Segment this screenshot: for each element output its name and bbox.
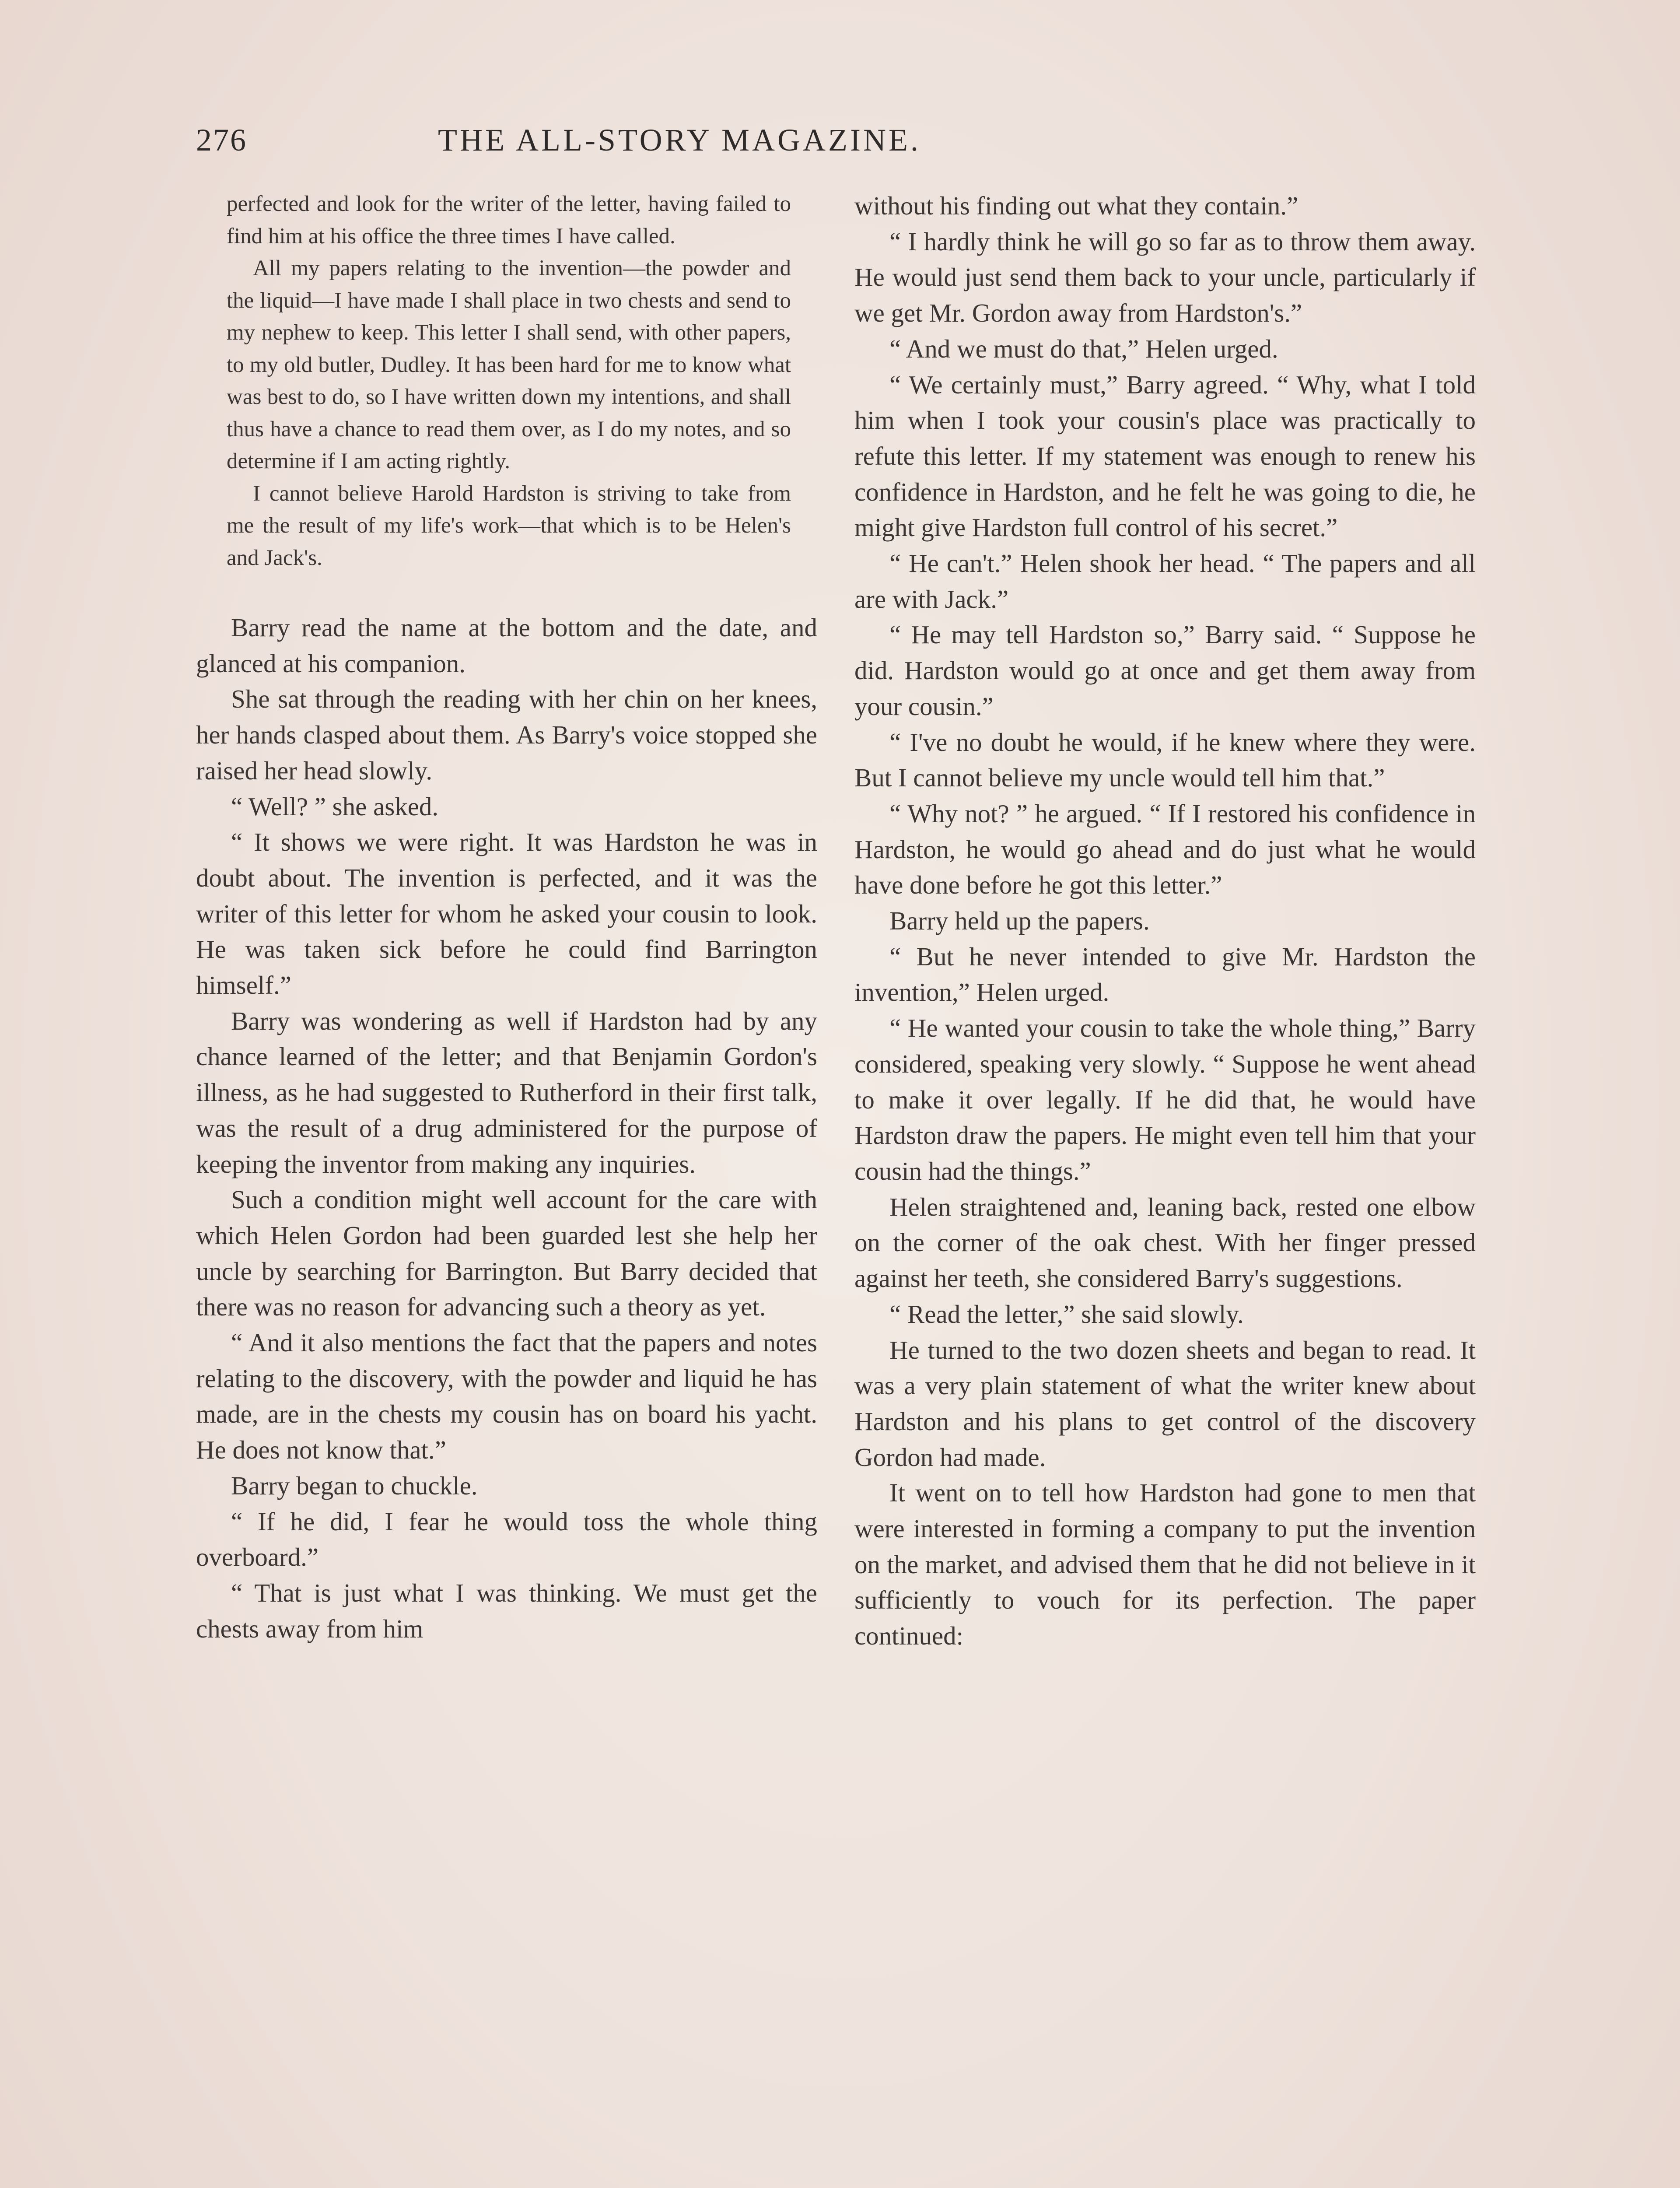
story-paragraph: “ He may tell Hardston so,” Barry said. “ Suppose he did. Hardston would go at once and get them away from your cousin.”	[854, 620, 1476, 721]
story-paragraph: Barry began to chuckle.	[231, 1471, 478, 1500]
magazine-title: THE ALL-STORY MAGAZINE.	[438, 122, 921, 158]
story-paragraph: “ He wanted your cousin to take the whole thing,” Barry considered, speaking very slowly. “ Suppose he went ahead to make it over legally. If he did that, he would have Hardston draw the papers. He might even tell him that your cousin had the things.”	[854, 1013, 1476, 1185]
letter-paragraph: I cannot believe Harold Hardston is striving to take from me the result of my life's work—that which is to be Helen's and Jack's.	[227, 481, 791, 570]
story-paragraph: It went on to tell how Hardston had gone to men that were interested in forming a company to put the invention on the market, and advised them that he did not believe in it sufficiently to vouch for its perfection. The paper continued:	[854, 1478, 1476, 1651]
story-paragraph: “ That is just what I was thinking. We must get the chests away from him	[196, 1578, 817, 1643]
quoted-letter	[196, 188, 817, 574]
story-paragraph: “ If he did, I fear he would toss the whole thing overboard.”	[196, 1507, 817, 1572]
letter-paragraph: perfected and look for the writer of the letter, having failed to find him at his office the three times I have called.	[227, 192, 791, 249]
story-paragraph: “ Well? ” she asked.	[231, 792, 439, 821]
story-paragraph: Barry read the name at the bottom and the date, and glanced at his companion.	[196, 613, 817, 678]
story-paragraph: “ And it also mentions the fact that the papers and notes relating to the discovery, with the powder and liquid he has made, are in the chests my cousin has on board his yacht. He does not know that.”	[196, 1328, 817, 1465]
story-paragraph: “ He can't.” Helen shook her head. “ The papers and all are with Jack.”	[854, 549, 1476, 614]
story-paragraph: Such a condition might well account for the care with which Helen Gordon had been guarded lest she help her uncle by searching for Barrington. But Barry decided that there was no reason for advancing such a theory as yet.	[196, 1185, 817, 1322]
story-paragraph: Helen straightened and, leaning back, rested one elbow on the corner of the oak chest. With her finger pressed against her teeth, she considered Barry's suggestions.	[854, 1192, 1476, 1293]
story-paragraph: “ It shows we were right. It was Hardston he was in doubt about. The invention is perfected, and it was the writer of this letter for whom he asked your cousin to look. He was taken sick before he could find Barrington himself.”	[196, 828, 817, 1000]
left-column	[196, 188, 817, 1647]
story-paragraph: She sat through the reading with her chin on her knees, her hands clasped about them. As Barry's voice stopped she raised her head slowly.	[196, 684, 817, 785]
story-paragraph: He turned to the two dozen sheets and began to read. It was a very plain statement of what the writer knew about Hardston and his plans to get control of the discovery Gordon had made.	[854, 1335, 1476, 1472]
story-paragraph: “ We certainly must,” Barry agreed. “ Why, what I told him when I took your cousin's place was practically to refute this letter. If my statement was enough to renew his confidence in Hardston, and he felt he was going to die, he might give Hardston full control of his secret.”	[854, 370, 1476, 542]
story-paragraph: “ And we must do that,” Helen urged.	[889, 334, 1278, 363]
letter-paragraph: All my papers relating to the invention—the powder and the liquid—I have made I shall place in two chests and send to my nephew to keep. This letter I shall send, with other papers, to my old butler, Dudley. It has been hard for me to know what was best to do, so I have written down my intentions, and shall thus have a chance to read them over, as I do my notes, and so determine if I am acting rightly.	[227, 256, 791, 473]
page-number: 276	[196, 122, 247, 158]
story-paragraph: “ I hardly think he will go so far as to throw them away. He would just send them back to your uncle, particularly if we get Mr. Gordon away from Hardston's.”	[854, 227, 1476, 328]
story-paragraph: “ I've no doubt he would, if he knew where they were. But I cannot believe my uncle would tell him that.”	[854, 727, 1476, 792]
story-paragraph: Barry held up the papers.	[889, 906, 1150, 936]
page-header	[196, 114, 1128, 166]
right-column	[854, 188, 1476, 1654]
story-paragraph: Barry was wondering as well if Hardston had by any chance learned of the letter; and that Benjamin Gordon's illness, as he had suggested to Rutherford in their first talk, was the result of a drug administered for the purpose of keeping the inventor from making any inquiries.	[196, 1006, 817, 1178]
story-paragraph-continued: without his finding out what they contain.”	[854, 191, 1298, 220]
story-paragraph: “ Why not? ” he argued. “ If I restored his confidence in Hardston, he would go ahead and do just what he would have done before he got this letter.”	[854, 799, 1476, 900]
story-paragraph: “ But he never intended to give Mr. Hardston the invention,” Helen urged.	[854, 942, 1476, 1007]
story-paragraph: “ Read the letter,” she said slowly.	[889, 1299, 1244, 1329]
